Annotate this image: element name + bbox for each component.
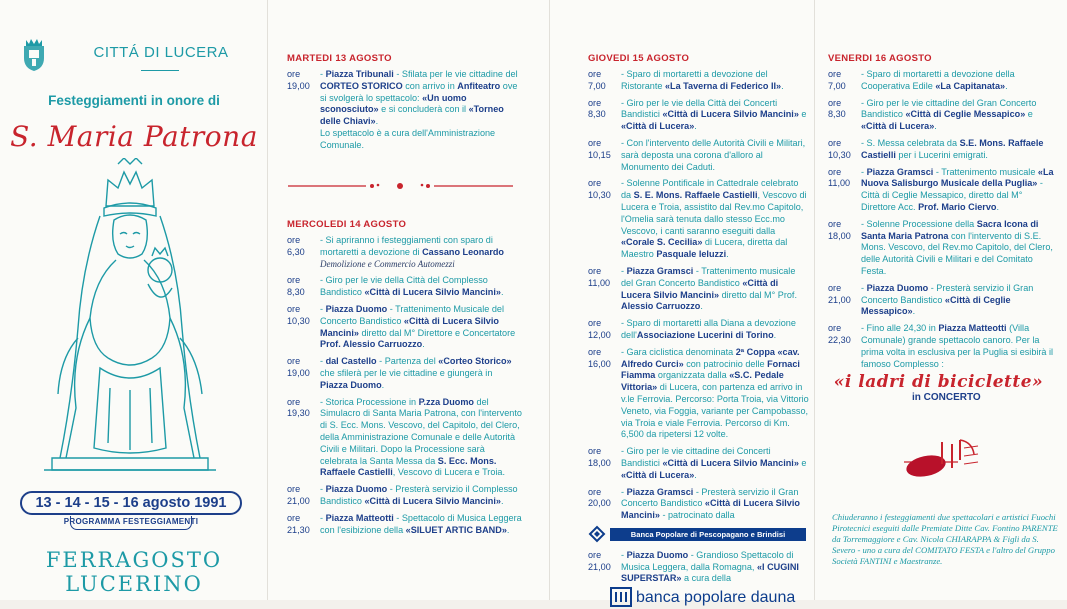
day-title: VENERDI 16 AGOSTO	[828, 53, 932, 64]
event-description: - Sparo di mortaretti alla Diana a devozione dell'Associazione Lucerini di Torino.	[621, 318, 796, 340]
event-item	[828, 219, 1056, 278]
event-description: - Solenne Processione della Sacra Icona di Santa Maria Patrona con l'intervento di S.E. Mons. Vescovo, del Rev.mo Capitolo, del Clero, delle Autorità Civili e Militari e del Comitato Festa.	[861, 218, 1053, 276]
event-item	[287, 275, 522, 299]
event-time: ore 10,30	[828, 137, 851, 160]
event-description: - Giro per le vie della Città dei Concerti Bandistici «Città di Lucera Silvio Mancini» e «Città di Lucera».	[621, 97, 807, 132]
event-description: - Piazza Duomo - Presterà servizio il Complesso Bandistico «Città di Lucera Silvio Mancini».	[320, 484, 518, 506]
event-description: - Piazza Gramsci - Presterà servizio il Gran Concerto Bandistico «Città di Lucera Silvio Mancini» - patrocinato dalla	[621, 486, 800, 521]
event-item	[588, 487, 810, 522]
bank-dauna-icon	[610, 587, 632, 607]
ornamental-divider	[288, 180, 513, 192]
event-description: - Piazza Tribunali - Sfilata per le vie cittadine del CORTEO STORICO con arrivo in Anfiteatro ove si svolgerà lo spettacolo: «Un uomo sconosciuto» e si concluderà con il «Torneo delle Chiavi». Lo spettacolo è a cura dell'Amministrazione Comunale.	[320, 69, 518, 150]
event-description: - Piazza Duomo - Grandioso Spettacolo di Musica Leggera, dalla Romagna, «I CUGINI SUPERSTAR» a cura della	[621, 549, 799, 584]
cover-panel	[0, 0, 268, 600]
event-item	[588, 318, 810, 342]
event-item	[828, 283, 1056, 318]
event-time: ore 22,30	[828, 323, 851, 345]
event-time: ore 16,00	[588, 346, 611, 369]
event-time: ore 21,30	[287, 512, 310, 535]
event-item	[588, 69, 810, 93]
event-time: ore 21,00	[287, 484, 310, 506]
event-time: ore 19,30	[287, 396, 310, 419]
event-description: - Sparo di mortaretti a devozione della Cooperativa Edile «La Capitanata».	[861, 69, 1015, 91]
bank-dauna-name: banca popolare dauna	[636, 589, 796, 607]
band-name: «i ladri di biciclette»	[833, 372, 1044, 392]
festivities-headline: Festeggiamenti in onore di	[48, 93, 220, 108]
city-crest-icon	[21, 38, 47, 72]
event-time: ore 8,30	[588, 97, 606, 120]
event-time: ore 19,00	[287, 69, 310, 91]
event-list	[828, 69, 1056, 370]
event-description: - Giro per le vie cittadine del Gran Concerto Bandistico «Città di Ceglie Messapico» e «Città di Lucera».	[861, 97, 1037, 132]
day-title: MERCOLEDI 14 AGOSTO	[287, 219, 407, 230]
festival-dates: 13 - 14 - 15 - 16 agosto 1991	[20, 491, 242, 515]
day-friday	[828, 53, 1056, 370]
city-title: CITTÁ DI LUCERA	[93, 44, 229, 61]
bank-dauna-logo	[588, 587, 838, 609]
event-item	[287, 513, 522, 537]
event-time: ore 8,30	[828, 97, 846, 120]
event-item	[287, 69, 522, 152]
event-item	[287, 484, 522, 508]
event-list	[588, 69, 810, 609]
event-time: ore 21,00	[828, 282, 851, 305]
bank-logo-icon	[588, 525, 606, 543]
event-item	[588, 98, 810, 133]
event-description: - Giro per le vie della Città del Complesso Bandistico «Città di Lucera Silvio Mancini».	[320, 275, 504, 298]
event-time: ore 10,15	[588, 137, 611, 160]
event-time: ore 21,00	[588, 549, 611, 572]
event-description: - Sparo di mortaretti a devozione del Ristorante «La Taverna di Federico II».	[621, 69, 784, 91]
event-item	[588, 138, 810, 173]
event-description: - Gara ciclistica denominata 2ª Coppa «cav. Alfredo Curci» con patrocinio delle Fornaci Fiamma organizzata dalla «S.C. Pedale Vittoria» di Lucera, con partenza ed arrivo in v.le Ferrovia. Percorso: Porta Troia, via Vittorio Veneto, via Foggia, variante per Campobasso, via Troia e viale Ferrovia. Percorso di Km. 6,500 da ripetersi 12 volte.	[621, 346, 809, 440]
music-note-icon	[902, 434, 982, 490]
bank-name: Banca Popolare di Pescopagano e Brindisi	[610, 528, 806, 541]
event-description: - Piazza Duomo - Presterà servizio il Gran Concerto Bandistico «Città di Ceglie Messapico».	[861, 282, 1034, 317]
event-description: - Storica Processione in P.zza Duomo del Simulacro di Santa Maria Patrona, con l'intervento di S. Ecc. Mons. Vescovo, del Capitolo, del Clero, della Amministrazione Comunale e delle Autorità Civili e Militari. Dopo la Processione sarà celebrata la Santa Messa da S. Ecc. Mons. Raffaele Castielli, Vescovo di Lucera e Troia.	[320, 396, 522, 478]
ferragosto-title: FERRAGOSTO LUCERINO	[45, 548, 223, 596]
event-list	[287, 69, 522, 152]
event-time: ore 10,30	[287, 303, 310, 326]
event-description: - Fino alle 24,30 in Piazza Matteotti (Villa Comunale) grande spettacolo canoro. Per la prima volta in esclusiva per la Puglia si esibirà il famoso Complesso :	[861, 323, 1054, 369]
event-item	[588, 266, 810, 313]
event-description: - dal Castello - Partenza del «Corteo Storico» che sfilerà per le vie cittadine e giungerà in Piazza Duomo.	[320, 356, 512, 390]
patron-title: S. Maria Patrona	[10, 120, 258, 153]
program-label: PROGRAMMA FESTEGGIAMENTI	[63, 517, 199, 526]
event-time: ore 12,00	[588, 318, 611, 340]
event-time: ore 11,00	[588, 265, 611, 288]
madonna-statue-illustration	[30, 158, 230, 478]
event-time: ore 18,00	[588, 446, 611, 468]
day-wednesday	[287, 219, 522, 536]
event-description: - Si apriranno i festeggiamenti con sparo di mortaretti a devozione di Cassano Leonardo Demolizione e Commercio Automezzi	[320, 235, 504, 269]
event-time: ore 10,30	[588, 178, 611, 201]
event-description: - Solenne Pontificale in Cattedrale celebrato da S. E. Mons. Raffaele Castielli, Vescovo di Lucera e Troia, assistito dal Rev.mo Capitolo, l'Omelia sarà tenuta dallo stesso Ecc.mo Vescovo, i canti saranno eseguiti dalla «Corale S. Cecilia» di Lucera, diretta dal Maestro Pasquale Ieluzzi.	[621, 178, 807, 260]
event-item	[588, 550, 810, 585]
event-time: ore 20,00	[588, 486, 611, 509]
event-item	[828, 69, 1056, 93]
event-time: ore 8,30	[287, 275, 305, 298]
event-item	[828, 98, 1056, 133]
event-time: ore 6,30	[287, 235, 305, 257]
event-time: ore 7,00	[828, 69, 846, 91]
bank-sponsor-banner	[588, 525, 838, 545]
event-description: - Piazza Matteotti - Spettacolo di Musica Leggera con l'esibizione della «SILUET ARTIC BAND».	[320, 512, 522, 535]
event-description: - Giro per le vie cittadine dei Concerti Bandistici «Città di Lucera Silvio Mancini» e «Città di Lucera».	[621, 446, 807, 480]
event-item	[828, 167, 1056, 214]
event-item	[287, 397, 522, 480]
event-item	[588, 178, 810, 261]
day-title: MARTEDI 13 AGOSTO	[287, 53, 392, 64]
event-time: ore 11,00	[828, 166, 851, 189]
concert-label: in CONCERTO	[912, 392, 981, 403]
event-item	[588, 446, 810, 481]
day-tuesday	[287, 53, 522, 152]
event-description: - Piazza Gramsci - Trattenimento musicale del Gran Concerto Bandistico «Città di Lucera Silvio Mancini» diretto dal M° Prof. Alessio Carruozzo.	[621, 265, 797, 312]
event-list	[287, 235, 522, 536]
closing-note: Chiuderanno i festeggiamenti due spettacolari e artistici Fuochi Pirotecnici eseguiti dalle Premiate Ditte Cav. Fontino PARENTE da Torremaggiore e Cav. Nicola CHIARAPPA & Figli da S. Severo - uno a cura del COMITATO FESTA e l'altro del Gruppo Società FANTINI e Maestranze.	[832, 512, 1058, 566]
title-rule	[141, 70, 179, 71]
event-item	[287, 304, 522, 351]
day-thursday	[588, 53, 810, 609]
event-item	[828, 138, 1056, 162]
event-description: - Con l'intervento delle Autorità Civili e Militari, sarà deposta una corona d'alloro al Monumento dei Caduti.	[621, 137, 806, 172]
event-time: ore 7,00	[588, 69, 606, 91]
day-title: GIOVEDI 15 AGOSTO	[588, 53, 690, 64]
event-item	[588, 347, 810, 441]
event-item	[828, 323, 1056, 370]
event-description: - Piazza Duomo - Trattenimento Musicale del Concerto Bandistico «Città di Lucera Silvio Mancini» diretto dal M° Direttore e Concertatore Prof. Alessio Carruozzo.	[320, 303, 516, 350]
event-item	[287, 235, 522, 270]
event-time: ore 19,00	[287, 356, 310, 378]
event-description: - Piazza Gramsci - Trattenimento musicale «La Nuova Salisburgo Musicale della Puglia» - Città di Ceglie Messapico, diretto dal M° Direttore Acc. Prof. Mario Ciervo.	[861, 166, 1054, 212]
event-time: ore 18,00	[828, 218, 851, 241]
event-description: - S. Messa celebrata da S.E. Mons. Raffaele Castielli per i Lucerini emigrati.	[861, 137, 1044, 160]
event-item	[287, 356, 522, 391]
